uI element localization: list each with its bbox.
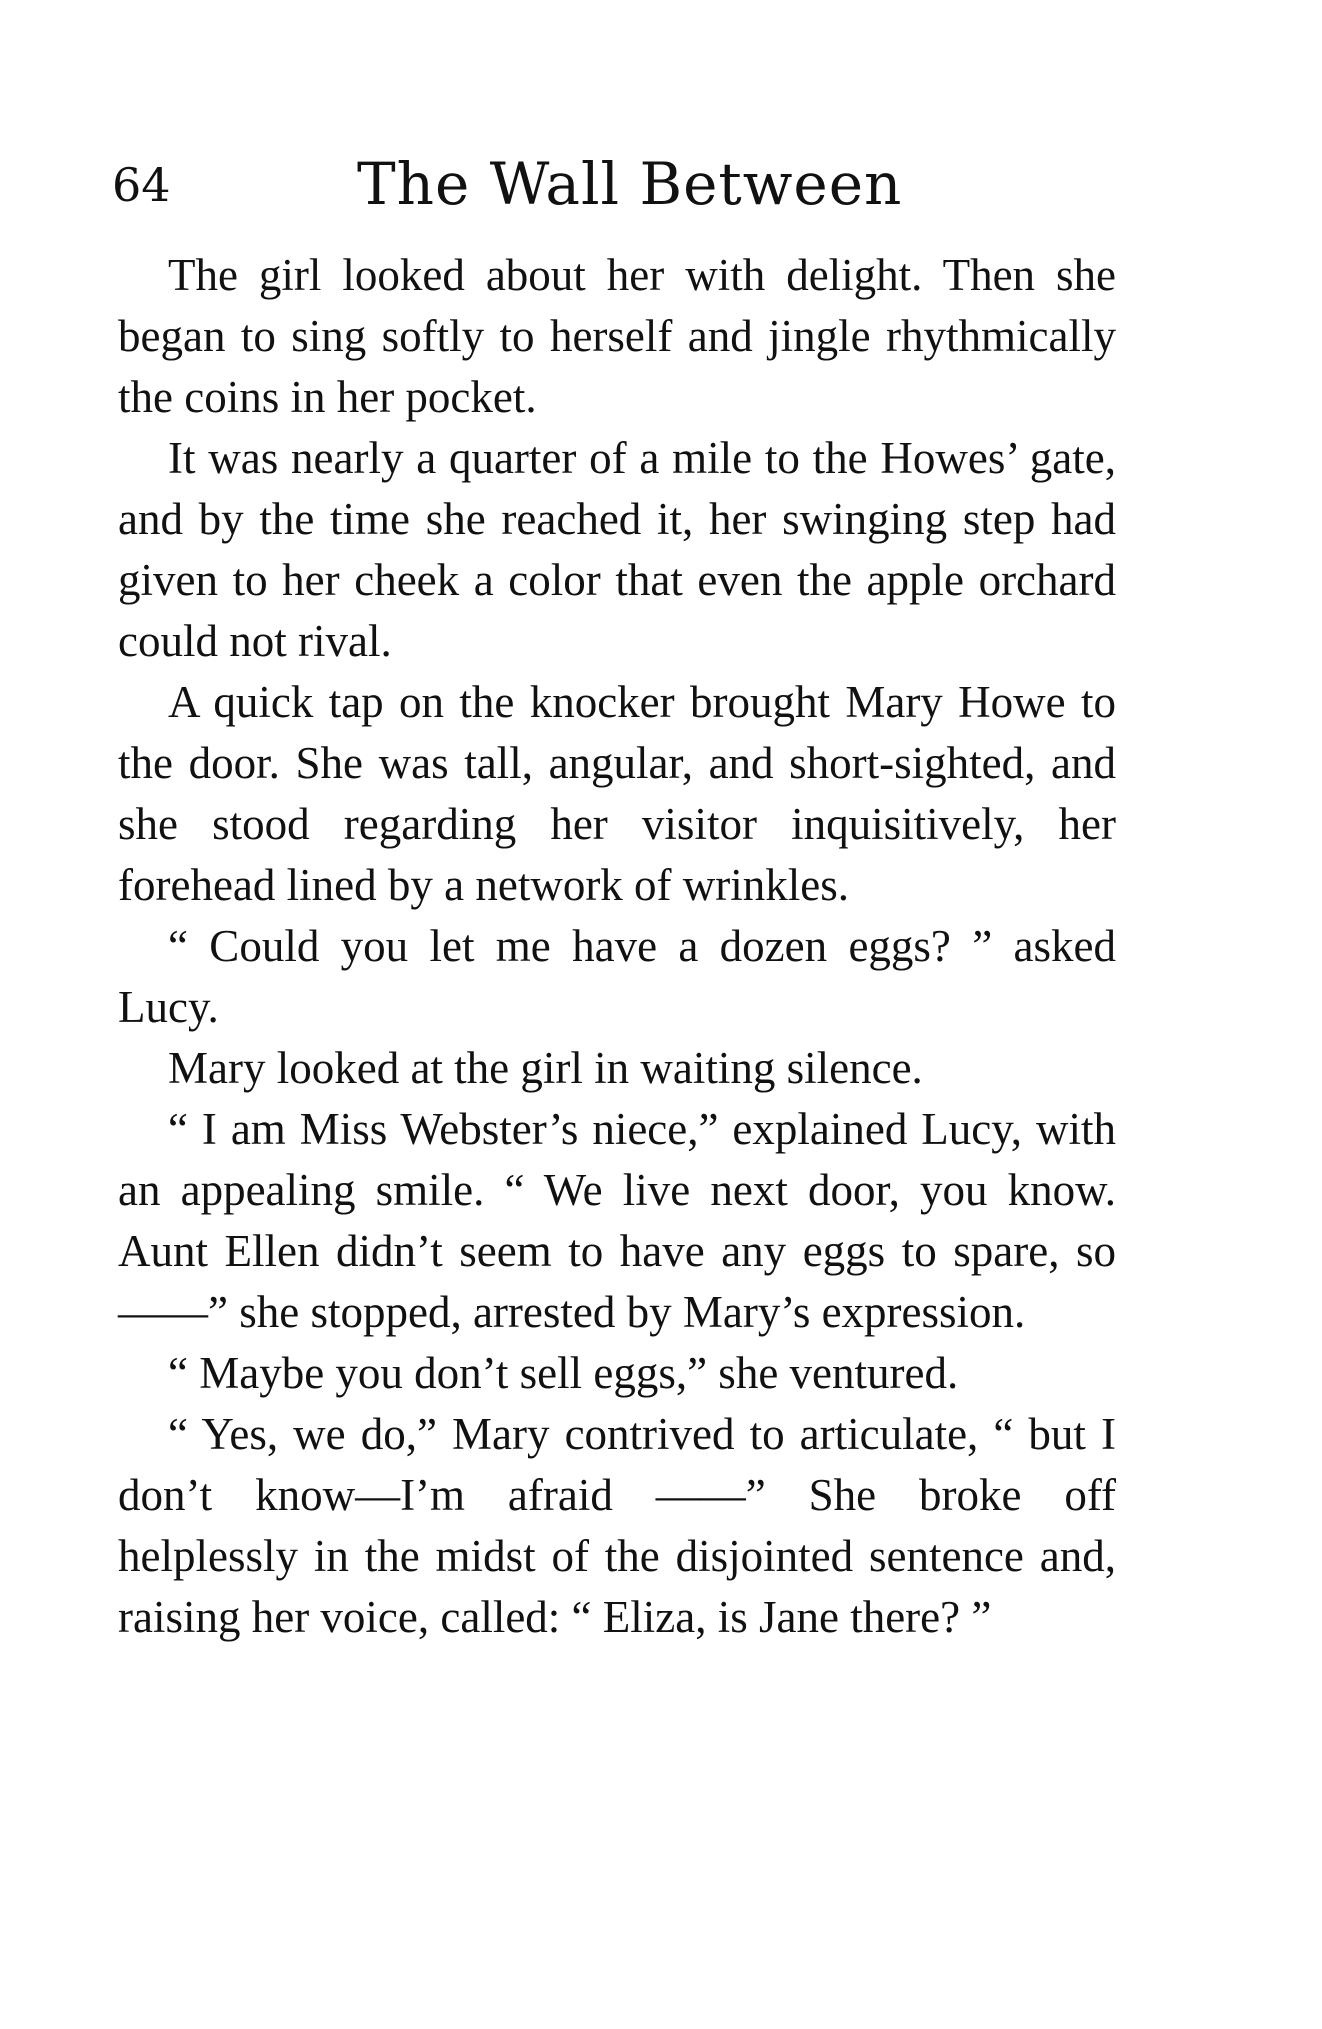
body-text (118, 245, 1116, 1648)
paragraph: It was nearly a quarter of a mile to the Howes’ gate, and by the time she reached it, her swinging step had given to her cheek a color that even the apple orchard could not rival. (118, 433, 1116, 666)
page-number: 64 (112, 158, 171, 212)
running-title: The Wall Between (357, 150, 903, 218)
paragraph: “ Yes, we do,” Mary contrived to articulate, “ but I don’t know—I’m afraid ——” She broke off helplessly in the midst of the disjointed sentence and, raising her voice, called: “ Eliza, is Jane there? ” (118, 1409, 1116, 1642)
paragraph: “ I am Miss Webster’s niece,” explained Lucy, with an appealing smile. “ We live next door, you know. Aunt Ellen didn’t seem to have any eggs to spare, so ——” she stopped, arrested by Mary’s expression. (118, 1104, 1116, 1337)
paragraph: Mary looked at the girl in waiting silence. (168, 1043, 923, 1093)
paragraph: The girl looked about her with delight. Then she began to sing softly to herself and jingle rhythmically the coins in her pocket. (118, 250, 1116, 422)
paragraph: “ Could you let me have a dozen eggs? ” asked Lucy. (118, 921, 1116, 1032)
paragraph: A quick tap on the knocker brought Mary Howe to the door. She was tall, angular, and short-sighted, and she stood regarding her visitor inquisitively, her forehead lined by a network of wrinkles. (118, 677, 1116, 910)
paragraph: “ Maybe you don’t sell eggs,” she ventured. (168, 1348, 959, 1398)
page-header (112, 150, 1112, 230)
